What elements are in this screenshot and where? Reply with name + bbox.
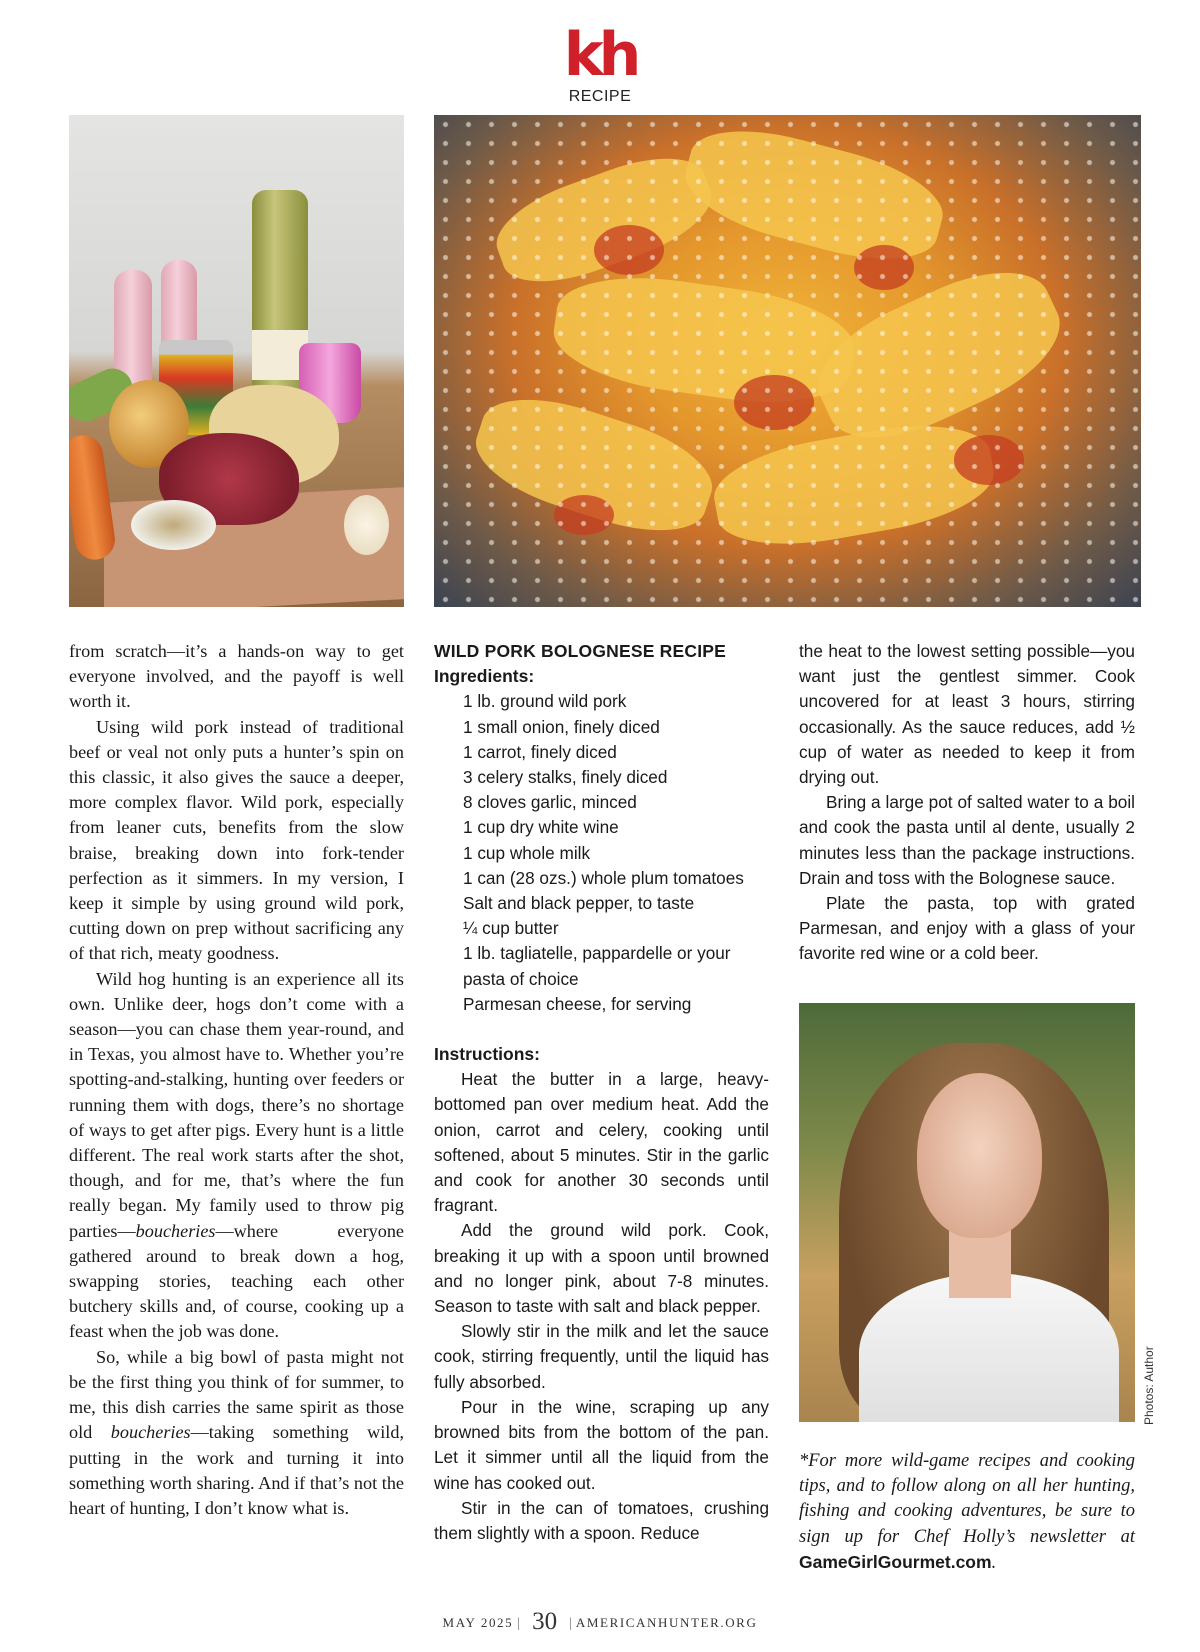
instruction-step: the heat to the lowest setting possible—you want just the gentlest simmer. Cook uncovered for at least 3 hours, stirring occasionally. As the sauce reduces, add ½ cup of water as needed to keep it from drying out. [799, 641, 1135, 788]
ingredient-item: 8 cloves garlic, minced [463, 792, 637, 813]
section-label: RECIPE [568, 88, 632, 105]
instructions-heading: Instructions: [434, 1044, 540, 1065]
paragraph: from scratch—it’s a hands-on way to get everyone involved, and the payoff is well worth it. [69, 641, 404, 712]
page-footer: MAY 2025 | 30 | AMERICANHUNTER.ORG [442, 1608, 758, 1635]
instruction-step: Slowly stir in the milk and let the sauce cook, stirring frequently, until the liquid has fully absorbed. [434, 1321, 769, 1392]
ingredient-item: 1 can (28 ozs.) whole plum tomatoes [463, 867, 744, 888]
magazine-header [0, 20, 1200, 106]
issue-date: MAY 2025 [442, 1615, 514, 1630]
ingredient-item: 1 lb. tagliatelle, pappardelle or your pasta of choice [463, 943, 731, 989]
recipe-title: WILD PORK BOLOGNESE RECIPE [434, 641, 727, 661]
ingredient-item: Salt and black pepper, to taste [463, 893, 695, 914]
recipe-column [434, 639, 769, 1546]
paragraph: Using wild pork instead of traditional beef or veal not only puts a hunter’s spin on this classic, it also gives the sauce a deeper, more complex flavor. Wild pork, especially from leaner cuts, benefits from the slow braise, breaking down into fork-tender perfection as it simmers. In my version, I keep it simple by using ground wild pork, cutting down on prep without sacrificing any of that rich, meaty goodness. [69, 716, 404, 964]
instruction-step: Bring a large pot of salted water to a boil and cook the pasta until al dente, usually 2 minutes less than the package instructions. Drain and toss with the Bolognese sauce. [799, 792, 1135, 888]
ingredients-photo [69, 115, 404, 607]
author-portrait-photo [799, 1003, 1135, 1422]
ingredient-item: 1 lb. ground wild pork [463, 691, 627, 712]
ingredient-item: 3 celery stalks, finely diced [463, 767, 668, 788]
ingredient-item: 1 carrot, finely diced [463, 741, 617, 762]
paragraph: So, while a big bowl of pasta might not be the first thing you think of for summer, to me, this dish carries the same spirit as those old boucheries—taking something wild, putting in the work and turning it into something worth sharing. And if that’s not the heart of hunting, I don’t know what is. [69, 1346, 404, 1518]
instruction-step: Heat the butter in a large, heavy-bottomed pan over medium heat. Add the onion, carrot and celery, cooking until softened, about 5 minutes. Stir in the garlic and cook for another 30 seconds until fragrant. [434, 1069, 769, 1216]
instructions [434, 1067, 769, 1546]
ingredient-item: 1 cup whole milk [463, 842, 591, 863]
photo-credit: Photos: Author [1142, 1346, 1156, 1425]
ingredient-item: Parmesan cheese, for serving [463, 993, 692, 1014]
ingredients-heading: Ingredients: [434, 666, 535, 687]
instruction-step: Add the ground wild pork. Cook, breaking it up with a spoon until browned and no longer pink, about 7-8 minutes. Season to taste with salt and black pepper. [434, 1220, 769, 1317]
ingredient-item: 1 cup dry white wine [463, 817, 619, 838]
instruction-step: Plate the pasta, top with grated Parmesan, and enjoy with a glass of your favorite red wine or a cold beer. [799, 893, 1135, 964]
author-note: *For more wild-game recipes and cooking tips, and to follow along on all her hunting, fishing and cooking adventures, be sure to sign up for Chef Holly’s newsletter at GameGirlGourmet.com. [799, 1451, 1135, 1573]
ingredient-item: 1 small onion, finely diced [463, 716, 660, 737]
ingredient-item: ¼ cup butter [463, 918, 559, 939]
instruction-step: Pour in the wine, scraping up any browned bits from the bottom of the pan. Let it simmer until all the liquid from the wine has cooked out. [434, 1396, 769, 1493]
ingredients-list [434, 689, 769, 1017]
article-column-1 [69, 639, 404, 1521]
page-number: 30 [532, 1608, 558, 1635]
footer-site: AMERICANHUNTER.ORG [575, 1615, 758, 1630]
instruction-step: Stir in the can of tomatoes, crushing them slightly with a spoon. Reduce [434, 1497, 769, 1543]
website-link[interactable]: GameGirlGourmet.com [799, 1551, 992, 1572]
recipe-continued-column [799, 639, 1135, 967]
paragraph: Wild hog hunting is an experience all its own. Unlike deer, hogs don’t come with a season—you can chase them year-round, and in Texas, you almost have to. Whether you’re spotting-and-stalking, hunting over feeders or running them with dogs, there’s no shortage of ways to get after pigs. Every hunt is a little different. The real work starts after the shot, though, and for me, that’s where the fun really began. My family used to throw pig parties—boucheries—where everyone gathered around to break down a hog, swapping stories, teaching each other butchery skills and, of course, cooking up a feast when the job was done. [69, 968, 404, 1342]
bolognese-photo [434, 115, 1141, 607]
kh-logo: kh [563, 20, 637, 90]
